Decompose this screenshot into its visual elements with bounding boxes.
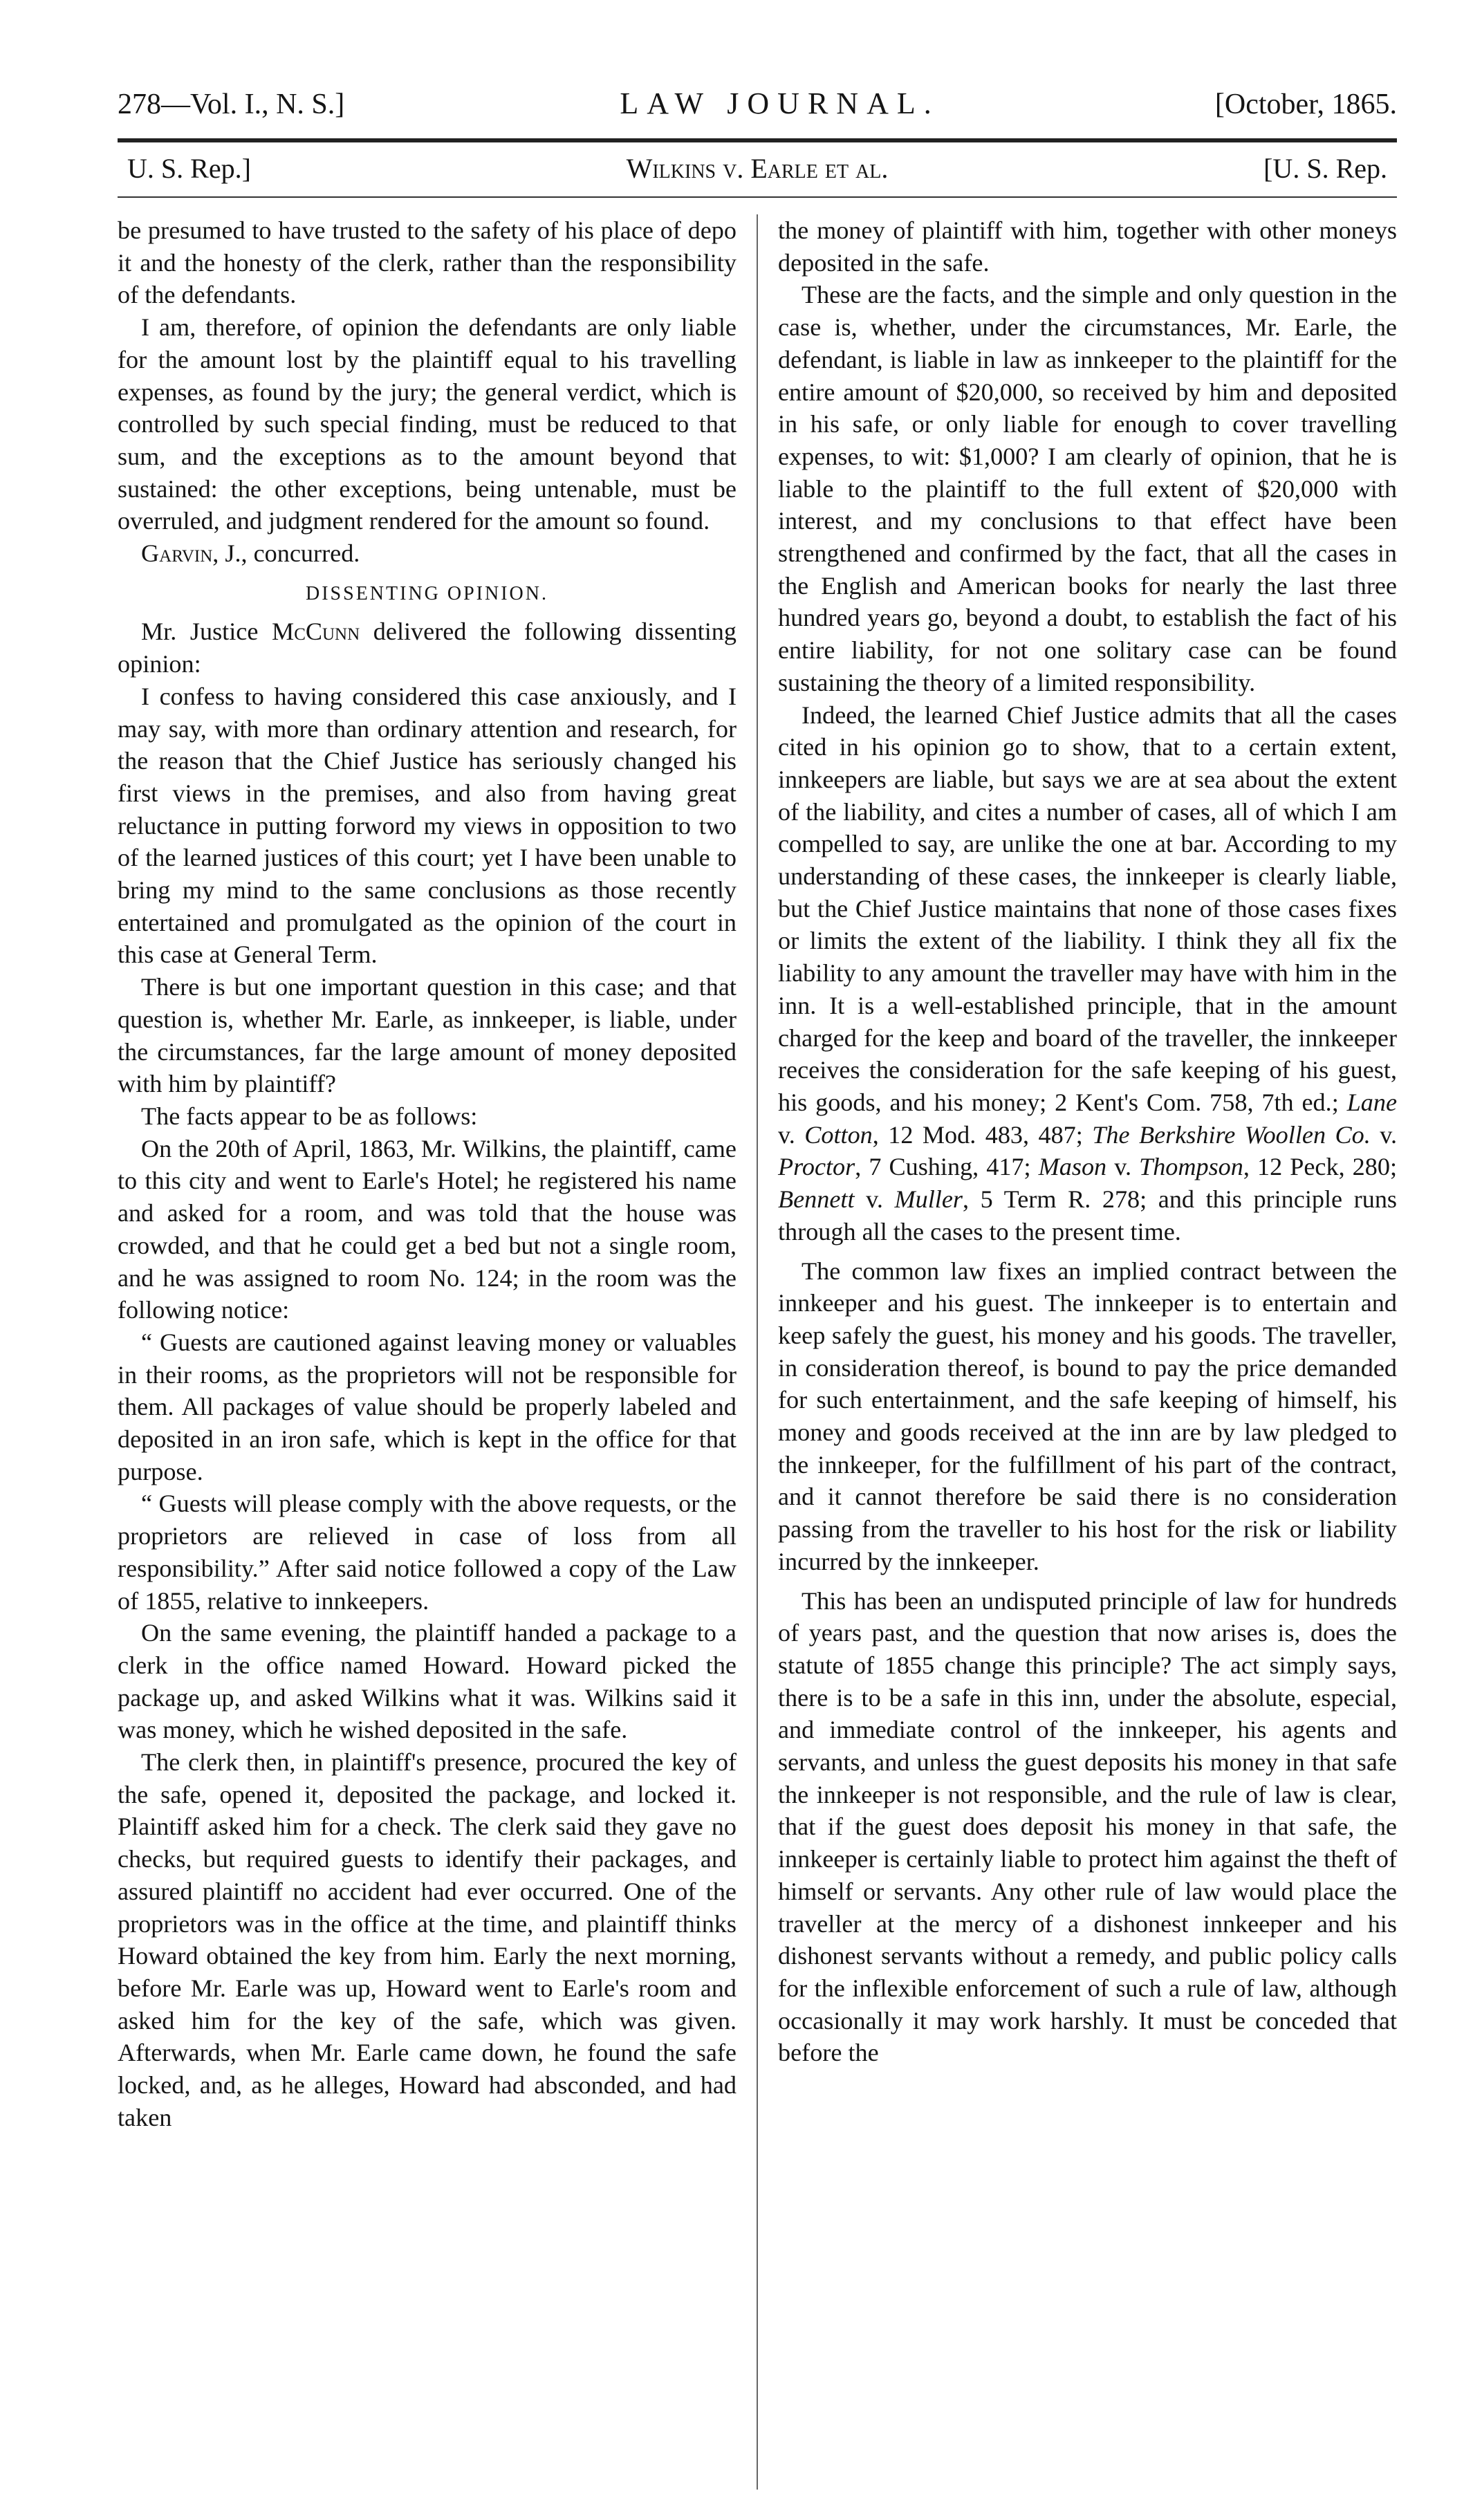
- paragraph-text: , 5 Term R. 278; and this principle runs through all the cases to the present time.: [778, 1185, 1397, 1245]
- header-rule: [118, 138, 1397, 142]
- column-divider: [757, 214, 758, 2490]
- judge-name: Garvin, J.: [141, 539, 241, 568]
- case-citation: Mason: [1038, 1153, 1107, 1181]
- paragraph-text: v.: [1370, 1120, 1397, 1149]
- case-citation: Bennett: [778, 1185, 855, 1214]
- paragraph: I am, therefore, of opinion the defendants are only liable for the amount lost by the plaintiff equal to his travelling expenses, as found by the jury; the general verdict, which is controlled by such special finding, must be reduced to that sum, and the exceptions as to the amount beyond that sustained: the other exceptions, being untenable, must be overruled, and judgment rendered for the amount so found.: [118, 313, 736, 535]
- case-citation: Thompson: [1139, 1153, 1243, 1181]
- notice-paragraph: “ Guests will please comply with the above requests, or the proprietors are relieved in case of loss from all responsibility.” After said notice followed a copy of the Law of 1855, relative to innkeepers.: [118, 1490, 736, 1615]
- paragraph-text: Indeed, the learned Chief Justice admits that all the cases cited in his opinion go to show, that to a certain extent, innkeepers are liable, but says we are at sea about the extent of the liability, and cites a number of cases, all of which I am compelled to say, are unlike the one at bar. According to my understanding of these cases, the innkeeper is clearly liable, but the Chief Justice maintains that none of those cases fixes or limits the extent of the liability. I think they all fix the liability to any amount the traveller may have with him in the inn. It is a well-established principle, that in the amount charged for the keep and board of the traveller, the innkeeper receives the consideration for the safe keeping of his guest, his goods, and his money; 2 Kent's Com. 758, 7th ed.;: [778, 701, 1397, 1116]
- left-column: [118, 214, 736, 2490]
- document-page: [118, 83, 1398, 2131]
- spacer: [778, 1578, 1397, 1585]
- paragraph: the money of plaintiff with him, together with other moneys deposited in the safe.: [778, 216, 1397, 277]
- judge-name: McCunn: [272, 618, 360, 646]
- paragraph: I confess to having considered this case anxiously, and I may say, with more than ordinary attention and research, for the reason that the Chief Justice has seriously changed his first views in the premises, and also from having great reluctance in putting forword my views in opposition to two of the learned justices of this court; yet I have been unable to bring my mind to the same conclusions as those recently entertained and promulgated as the opinion of the court in this case at General Term.: [118, 682, 736, 969]
- paragraph: be presumed to have trusted to the safety of his place of depo it and the honesty of the clerk, rather than the responsibility of the defendants.: [118, 216, 736, 309]
- paragraph-text: , 12 Mod. 483, 487;: [872, 1120, 1093, 1149]
- paragraph: [778, 699, 1397, 1248]
- paragraph-text: , 12 Peck, 280;: [1243, 1153, 1398, 1181]
- case-reporter-right: [U. S. Rep.: [1263, 153, 1387, 184]
- paragraph: There is but one important question in this case; and that question is, whether Mr. Earle, as innkeeper, is liable, under the circumstances, far the large amount of money deposited with him by plaintiff?: [118, 973, 736, 1098]
- right-column: [778, 214, 1397, 2490]
- header-date: [October, 1865.: [1214, 89, 1397, 120]
- paragraph-text: Mr. Justice: [141, 618, 272, 646]
- paragraph-text: delivered the following dissenting opinion:: [118, 618, 736, 678]
- case-citation: Proctor: [778, 1153, 855, 1181]
- case-citation: Muller: [894, 1185, 963, 1214]
- running-header: [118, 83, 1397, 124]
- case-citation: Cotton: [804, 1120, 873, 1149]
- header-volume: 278—Vol. I., N. S.]: [118, 89, 345, 120]
- case-citation: Lane: [1346, 1088, 1397, 1116]
- paragraph: These are the facts, and the simple and only question in the case is, whether, under the circumstances, Mr. Earle, the defendant, is liable in law as innkeeper to the plaintiff for the entire amount of $20,000, so received by him and deposited in his safe, or only liable for enough to cover travelling expenses, to wit: $1,000? I am clearly of opinion, that he is liable to the plaintiff to the full extent of $20,000 with interest, and my conclusions to that effect have been strengthened and confirmed by the fact, that all the cases in the English and American books for nearly the last three hundred years go, beyond a doubt, to establish the fact of his entire liability, for not one solitary case can be found sustaining the theory of a limited responsibility.: [778, 281, 1397, 696]
- case-header: [118, 148, 1397, 189]
- case-title: Wilkins v. Earle et al.: [626, 153, 889, 184]
- text-columns: [118, 214, 1397, 2490]
- spacer: [778, 1248, 1397, 1255]
- case-citation: The Berkshire Woollen Co.: [1092, 1120, 1371, 1149]
- journal-title: LAW JOURNAL.: [620, 86, 940, 120]
- case-reporter-left: U. S. Rep.]: [127, 153, 251, 184]
- paragraph: The common law fixes an implied contract between the innkeeper and his guest. The innkeeper is to entertain and keep safely the guest, his money and his goods. The traveller, in consideration thereof, is bound to pay the price demanded for such entertainment, and the safe keeping of himself, his money and goods received at the inn are by law pledged to the innkeeper, for the fulfillment of his part of the contract, and it cannot therefore be said there is no consideration passing from the traveller to his host for the risk or liability incurred by the innkeeper.: [778, 1257, 1397, 1575]
- paragraph-text: v.: [1106, 1153, 1140, 1181]
- paragraph-text: , 7 Cushing, 417;: [855, 1153, 1039, 1181]
- paragraph-text: , concurred.: [241, 539, 360, 568]
- paragraph: This has been an undisputed principle of law for hundreds of years past, and the question that now arises is, does the statute of 1855 change this principle? The act simply says, there is to be a safe in this inn, under the absolute, especial, and immediate control of the innkeeper, his agents and servants, and unless the guest deposits his money in that safe the innkeeper is not responsible, and the rule of law is clear, that if the guest does deposit his money in that safe, the innkeeper is certainly liable to protect him against the theft of himself or servants. Any other rule of law would place the traveller at the mercy of a dishonest innkeeper and his dishonest servants without a remedy, and public policy calls for the inflexible enforcement of such a rule of law, although occasionally it may work harshly. It must be conceded that before the: [778, 1586, 1397, 2067]
- paragraph: The facts appear to be as follows:: [141, 1102, 478, 1130]
- dissent-heading: DISSENTING OPINION.: [306, 582, 548, 604]
- paragraph: [118, 537, 736, 570]
- case-header-rule: [118, 196, 1397, 198]
- paragraph-text: v.: [854, 1185, 895, 1214]
- paragraph: On the 20th of April, 1863, Mr. Wilkins, the plaintiff, came to this city and went to Earle's Hotel; he registered his name and asked for a room, and was told that the house was crowded, and that he could get a bed but not a single room, and he was assigned to room No. 124; in the room was the following notice:: [118, 1134, 736, 1324]
- notice-paragraph: “ Guests are cautioned against leaving money or valuables in their rooms, as the proprietors will not be responsible for them. All packages of value should be properly labeled and deposited in an iron safe, which is kept in the office for that purpose.: [118, 1328, 736, 1485]
- paragraph: The clerk then, in plaintiff's presence, procured the key of the safe, opened it, deposited the package, and locked it. Plaintiff asked him for a check. The clerk said they gave no checks, but required guests to identify their packages, and assured plaintiff no accident had ever occurred. One of the proprietors was in the office at the time, and plaintiff thinks Howard obtained the key from him. Early the next morning, before Mr. Earle was up, Howard went to Earle's room and asked him for the key of the safe, which was given. Afterwards, when Mr. Earle came down, he found the safe locked, and, as he alleges, Howard had absconded, and had taken: [118, 1748, 736, 2131]
- paragraph: On the same evening, the plaintiff handed a package to a clerk in the office named Howard. Howard picked the package up, and asked Wilkins what it was. Wilkins said it was money, which he wished deposited in the safe.: [118, 1619, 736, 1744]
- paragraph-text: v.: [778, 1120, 805, 1149]
- paragraph: [118, 615, 736, 680]
